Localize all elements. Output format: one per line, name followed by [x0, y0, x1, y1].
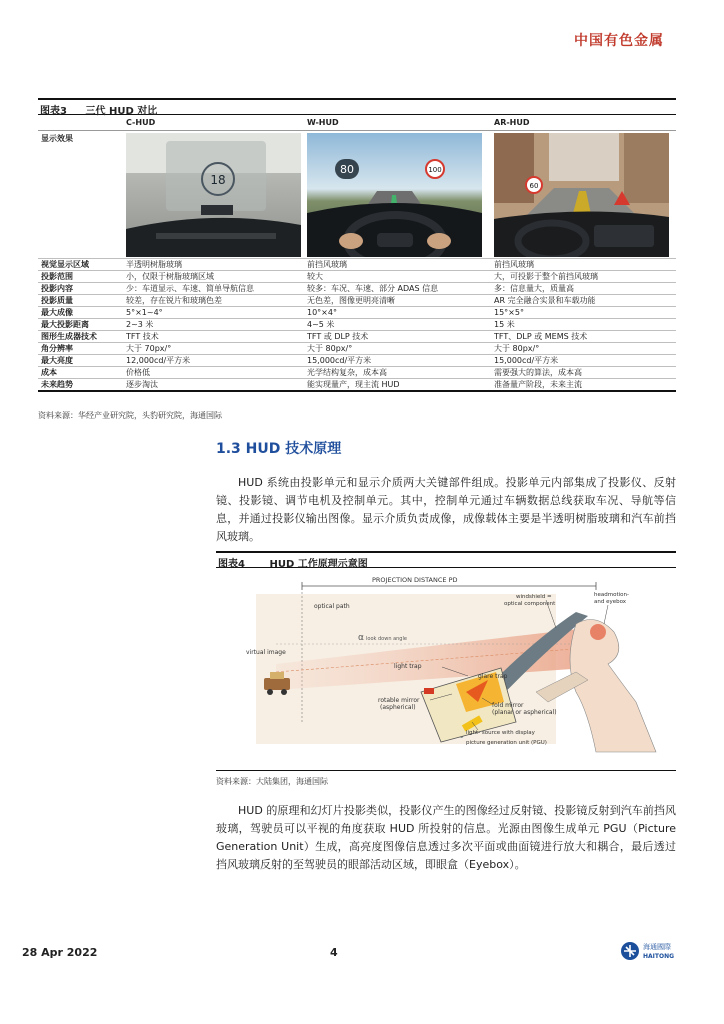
row-label: 图形生成器技术 [38, 330, 123, 342]
figure4-number: 图表4 [218, 559, 245, 570]
ar-hud-cell: 大，可投影于整个前挡风玻璃 [491, 270, 676, 282]
w-hud-cell: TFT 或 DLP 技术 [304, 330, 491, 342]
brand-header: 中国有色金属 [574, 33, 664, 49]
label-projection-distance: PROJECTION DISTANCE PD [372, 576, 458, 584]
ar-hud-cell: 15°×5° [491, 306, 676, 318]
w-hud-cell: 大于 80px/° [304, 342, 491, 354]
c-hud-cell: 5°×1~4° [123, 306, 304, 318]
page-number: 4 [330, 946, 338, 959]
ar-hud-cell: 准备量产阶段，未来主流 [491, 378, 676, 391]
table-corner [38, 116, 123, 130]
c-hud-photo [126, 133, 301, 257]
table-row [38, 342, 676, 354]
row-label: 投影内容 [38, 282, 123, 294]
label-light-trap: light trap [394, 663, 422, 670]
label-look-down-angle: look down angle [366, 636, 407, 642]
ar-hud-cell: AR 完全融合实景和车载功能 [491, 294, 676, 306]
figure4-title: HUD 工作原理示意图 [269, 559, 368, 570]
row-label: 视觉显示区域 [38, 258, 123, 270]
table-row [38, 306, 676, 318]
row-label: 最大成像 [38, 306, 123, 318]
w-hud-cell: 较多：车况、车速、部分 ADAS 信息 [304, 282, 491, 294]
label-light-source: light- source with display [466, 730, 535, 736]
figure3-source: 资料来源：华经产业研究院，头豹研究院，海通国际 [38, 411, 222, 420]
figure4-divider [216, 770, 676, 771]
row-label-display: 显示效果 [38, 130, 123, 258]
figure4-source: 资料来源：大陆集团，海通国际 [216, 777, 328, 786]
label-optical-path: optical path [314, 603, 350, 610]
row-label: 投影范围 [38, 270, 123, 282]
figure3-header [38, 98, 676, 115]
label-headmotion-2: and eyebox [594, 599, 627, 605]
table-row [38, 318, 676, 330]
label-fold-mirror-1: fold mirror [492, 702, 524, 709]
paragraph-2: HUD 的原理和幻灯片投影类似，投影仪产生的图像经过反射镜、投影镜反射到汽车前挡风玻璃，驾驶员可以平视的角度获取 HUD 所投射的信息。光源由图像生成单元 PGU（Picture Generation Unit）生成，高亮度图像信息透过多次平面或曲面镜进行放大和耦合，最后透过挡风玻璃反射的至驾驶员的眼部活动区域，即眼盒（Eyebox）。 [216, 804, 676, 871]
col-c-hud: C-HUD [123, 116, 304, 130]
w-hud-cell: 10°×4° [304, 306, 491, 318]
row-label: 投影质量 [38, 294, 123, 306]
hud-comparison-table [38, 116, 676, 392]
label-rotable-mirror-1: rotable mirror [378, 697, 420, 704]
figure4-header [216, 551, 676, 568]
w-hud-cell: 4~5 米 [304, 318, 491, 330]
haitong-logo-icon [620, 939, 680, 963]
table-row [38, 330, 676, 342]
ar-hud-cell: 15,000cd/平方米 [491, 354, 676, 366]
w-hud-cell: 较大 [304, 270, 491, 282]
label-glare-trap: glare trap [478, 673, 508, 680]
ar-hud-image-cell [491, 130, 676, 258]
logo-cn: 海通國際 [643, 943, 671, 951]
table-row [38, 354, 676, 366]
label-fold-mirror-2: (planar or aspherical) [492, 709, 557, 716]
logo-en: HAITONG [643, 953, 675, 960]
ar-hud-cell: TFT、DLP 或 MEMS 技术 [491, 330, 676, 342]
c-hud-cell: 小，仅限于树脂玻璃区域 [123, 270, 304, 282]
hud-diagram [216, 572, 676, 770]
col-ar-hud: AR-HUD [491, 116, 676, 130]
ar-hud-limit: 60 [529, 181, 539, 190]
w-hud-cell: 无色差，图像更明亮清晰 [304, 294, 491, 306]
w-hud-cell: 15,000cd/平方米 [304, 354, 491, 366]
w-hud-photo [307, 133, 482, 257]
c-hud-cell: 价格低 [123, 366, 304, 378]
figure3-title: 三代 HUD 对比 [85, 106, 158, 117]
w-hud-cell: 光学结构复杂，成本高 [304, 366, 491, 378]
c-hud-cell: 2~3 米 [123, 318, 304, 330]
haitong-logo [620, 939, 680, 967]
w-hud-cell: 前挡风玻璃 [304, 258, 491, 270]
c-hud-cell: 半透明树脂玻璃 [123, 258, 304, 270]
table-row [38, 366, 676, 378]
label-windshield: windshield = [516, 594, 552, 600]
c-hud-image-cell [123, 130, 304, 258]
ar-hud-photo [494, 133, 669, 257]
label-headmotion-1: headmotion- [594, 592, 629, 598]
c-hud-cell: TFT 技术 [123, 330, 304, 342]
c-hud-cell: 少：车道显示、车速、简单导航信息 [123, 282, 304, 294]
c-hud-cell: 12,000cd/平方米 [123, 354, 304, 366]
row-label: 未来趋势 [38, 378, 123, 391]
ar-hud-cell: 需要强大的算法，成本高 [491, 366, 676, 378]
w-hud-image-cell [304, 130, 491, 258]
table-row [38, 282, 676, 294]
label-virtual-image: virtual image [246, 649, 286, 656]
table-row [38, 258, 676, 270]
footer-date: 28 Apr 2022 [22, 946, 98, 959]
label-optical-component: optical component [504, 601, 556, 607]
ar-hud-cell: 15 米 [491, 318, 676, 330]
c-hud-speed: 18 [210, 172, 226, 187]
w-hud-cell: 能实现量产，现主流 HUD [304, 378, 491, 391]
row-label: 角分辨率 [38, 342, 123, 354]
table-row [38, 270, 676, 282]
c-hud-cell: 大于 70px/° [123, 342, 304, 354]
c-hud-cell: 较差，存在锐片和玻璃色差 [123, 294, 304, 306]
table-row [38, 378, 676, 391]
ar-hud-cell: 多：信息量大，质量高 [491, 282, 676, 294]
table-row [38, 294, 676, 306]
label-pgu: picture generation unit (PGU) [466, 740, 547, 746]
section-title: 1.3 HUD 技术原理 [216, 441, 342, 457]
row-label: 成本 [38, 366, 123, 378]
w-hud-limit: 100 [428, 165, 442, 174]
figure3-number: 图表3 [40, 106, 67, 117]
ar-hud-cell: 前挡风玻璃 [491, 258, 676, 270]
w-hud-speed: 80 [340, 162, 354, 176]
label-alpha: α [358, 633, 364, 643]
col-w-hud: W-HUD [304, 116, 491, 130]
row-label: 最大亮度 [38, 354, 123, 366]
paragraph-1: HUD 系统由投影单元和显示介质两大关键部件组成。投影单元内部集成了投影仪、反射镜、投影镜、调节电机及控制单元。其中，控制单元通过车辆数据总线获取车况、导航等信息，并通过投影仪输出图像。显示介质负责成像，成像载体主要是半透明树脂玻璃和汽车前挡风玻璃。 [216, 476, 676, 543]
c-hud-cell: 逐步淘汰 [123, 378, 304, 391]
row-label: 最大投影距离 [38, 318, 123, 330]
display-effect-row [38, 130, 676, 258]
ar-hud-cell: 大于 80px/° [491, 342, 676, 354]
label-rotable-mirror-2: (aspherical) [380, 704, 416, 711]
